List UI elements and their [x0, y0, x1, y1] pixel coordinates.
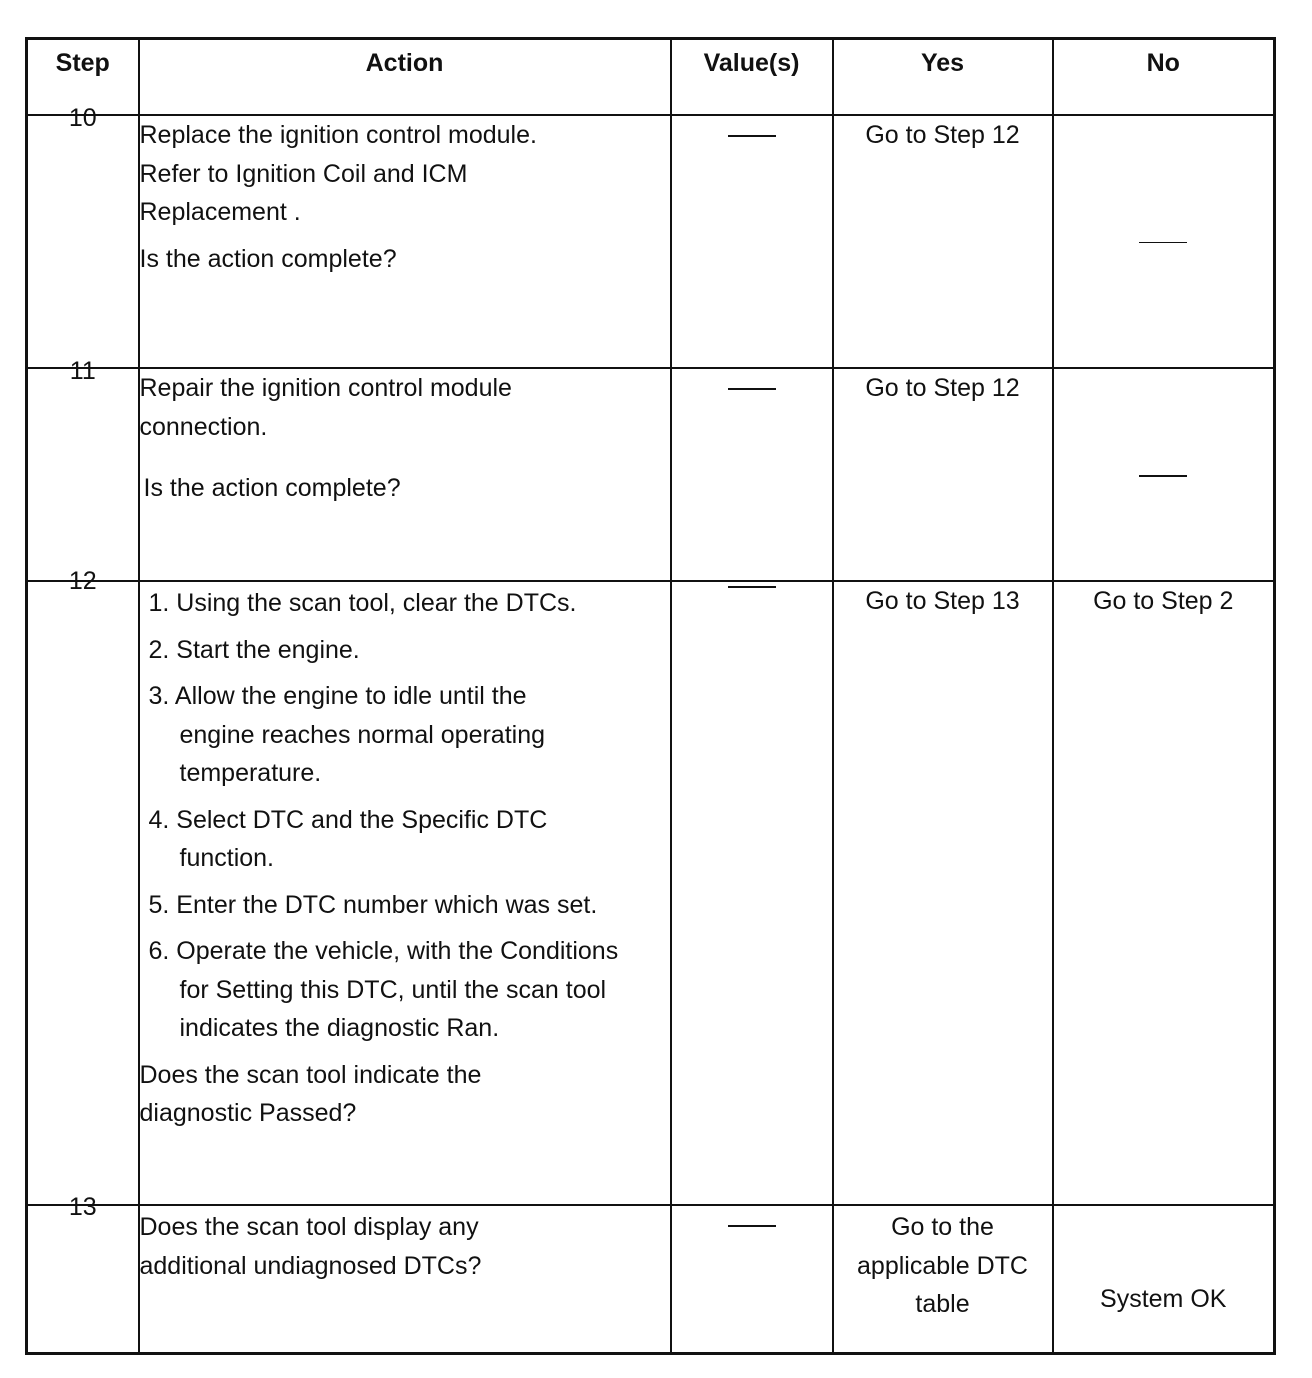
list-item: 4. Select DTC and the Specific DTC function.: [148, 805, 548, 872]
value-cell: [671, 115, 833, 368]
yes-cell: Go to Step 12: [833, 368, 1053, 581]
action-question: Is the action complete?: [143, 474, 401, 502]
action-text: Replace the ignition control module.: [139, 121, 537, 149]
action-cell: [139, 368, 671, 581]
dash-mark: [728, 388, 776, 390]
no-cell: [1053, 115, 1275, 368]
list-item: 3. Allow the engine to idle until the engine reaches normal operating temperature.: [148, 682, 546, 787]
action-cell: [139, 581, 671, 1205]
value-cell: [671, 368, 833, 581]
diagnostic-table: [25, 37, 1276, 1355]
list-item: 6. Operate the vehicle, with the Conditions for Setting this DTC, until the scan tool indicates the diagnostic Ran.: [148, 937, 619, 1042]
action-text: Repair the ignition control module connection.: [139, 374, 512, 441]
yes-cell: Go to Step 13: [833, 581, 1053, 1205]
yes-cell: Go to Step 12: [833, 115, 1053, 368]
step-number: 10: [27, 115, 139, 368]
dash-mark: [728, 586, 776, 588]
header-row: [27, 39, 1275, 116]
action-text: Refer to Ignition Coil and ICM Replacement .: [139, 159, 468, 226]
header-no: No: [1053, 39, 1275, 116]
procedure-list: [140, 584, 670, 1048]
table-row: [27, 115, 1275, 368]
header-yes: Yes: [833, 39, 1053, 116]
yes-cell: Go to the applicable DTC table: [833, 1205, 1053, 1353]
value-cell: [671, 581, 833, 1205]
value-cell: [671, 1205, 833, 1353]
no-cell: Go to Step 2: [1053, 581, 1275, 1205]
table-row: [27, 1205, 1275, 1353]
dash-mark: [1139, 475, 1187, 477]
list-item: 5. Enter the DTC number which was set.: [148, 890, 598, 919]
step-number: 12: [27, 581, 139, 1205]
dash-mark: [1139, 242, 1187, 243]
action-question: Does the scan tool display any additional undiagnosed DTCs?: [139, 1213, 482, 1280]
step-number: 13: [27, 1205, 139, 1353]
dash-mark: [728, 135, 776, 137]
dash-mark: [728, 1225, 776, 1227]
table-row: [27, 581, 1275, 1205]
table-row: [27, 368, 1275, 581]
step-number: 11: [27, 368, 139, 581]
header-step: Step: [27, 39, 139, 116]
no-cell: System OK: [1053, 1205, 1275, 1353]
no-cell: [1053, 368, 1275, 581]
action-question: Does the scan tool indicate the diagnostic Passed?: [139, 1060, 482, 1127]
action-cell: [139, 1205, 671, 1353]
header-values: Value(s): [671, 39, 833, 116]
list-item: 1. Using the scan tool, clear the DTCs.: [148, 589, 577, 617]
action-question: Is the action complete?: [139, 244, 397, 273]
header-action: Action: [139, 39, 671, 116]
list-item: 2. Start the engine.: [148, 635, 360, 664]
action-cell: [139, 115, 671, 368]
